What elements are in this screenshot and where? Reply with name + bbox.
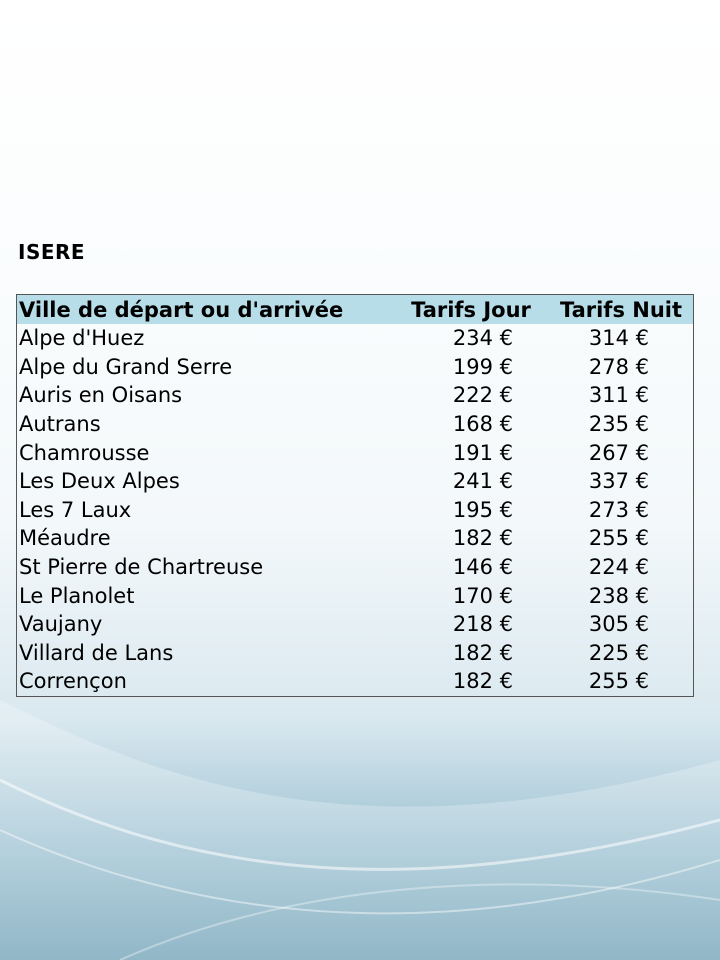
cell-tarif-jour: 168 € bbox=[452, 412, 513, 437]
header-ville: Ville de départ ou d'arrivée bbox=[19, 297, 344, 322]
cell-ville: Les 7 Laux bbox=[19, 497, 132, 522]
cell-tarif-jour: 182 € bbox=[452, 526, 513, 551]
cell-ville: Vaujany bbox=[19, 612, 103, 637]
table-row bbox=[17, 438, 694, 467]
cell-tarif-nuit: 273 € bbox=[588, 497, 649, 522]
cell-ville: Autrans bbox=[19, 412, 101, 437]
table-row bbox=[17, 496, 694, 525]
table-row bbox=[17, 410, 694, 439]
cell-tarif-nuit: 224 € bbox=[588, 555, 649, 580]
cell-tarif-jour: 146 € bbox=[452, 555, 513, 580]
table-row bbox=[17, 324, 694, 353]
cell-ville: Les Deux Alpes bbox=[19, 469, 180, 494]
tariff-table bbox=[16, 294, 694, 697]
cell-ville: Méaudre bbox=[19, 526, 111, 551]
cell-tarif-jour: 218 € bbox=[452, 612, 513, 637]
cell-tarif-nuit: 255 € bbox=[588, 669, 649, 694]
header-tarifs-nuit: Tarifs Nuit bbox=[559, 297, 683, 322]
cell-tarif-nuit: 235 € bbox=[588, 412, 649, 437]
table-row bbox=[17, 553, 694, 582]
cell-ville: Corrençon bbox=[19, 669, 127, 694]
cell-tarif-nuit: 267 € bbox=[588, 440, 649, 465]
cell-tarif-jour: 199 € bbox=[452, 354, 513, 379]
header-tarifs-jour: Tarifs Jour bbox=[411, 297, 531, 322]
cell-tarif-jour: 191 € bbox=[452, 440, 513, 465]
table-row bbox=[17, 381, 694, 410]
cell-tarif-jour: 182 € bbox=[452, 669, 513, 694]
cell-ville: Chamrousse bbox=[19, 440, 150, 465]
table-row bbox=[17, 639, 694, 668]
cell-tarif-nuit: 311 € bbox=[588, 383, 649, 408]
cell-ville: Alpe du Grand Serre bbox=[19, 354, 233, 379]
cell-tarif-jour: 222 € bbox=[452, 383, 513, 408]
cell-tarif-nuit: 314 € bbox=[588, 326, 649, 351]
cell-tarif-jour: 182 € bbox=[452, 640, 513, 665]
cell-tarif-nuit: 278 € bbox=[588, 354, 649, 379]
cell-tarif-nuit: 255 € bbox=[588, 526, 649, 551]
section-title: ISERE bbox=[18, 240, 86, 264]
table-row bbox=[17, 353, 694, 382]
table-row bbox=[17, 667, 694, 696]
cell-tarif-jour: 195 € bbox=[452, 497, 513, 522]
table-row bbox=[17, 467, 694, 496]
cell-tarif-nuit: 225 € bbox=[588, 640, 649, 665]
table-row bbox=[17, 524, 694, 553]
cell-ville: Villard de Lans bbox=[19, 640, 174, 665]
cell-tarif-nuit: 238 € bbox=[588, 583, 649, 608]
table-row bbox=[17, 610, 694, 639]
cell-tarif-nuit: 305 € bbox=[588, 612, 649, 637]
cell-tarif-jour: 170 € bbox=[452, 583, 513, 608]
cell-ville: St Pierre de Chartreuse bbox=[19, 555, 264, 580]
cell-tarif-nuit: 337 € bbox=[588, 469, 649, 494]
cell-tarif-jour: 241 € bbox=[452, 469, 513, 494]
cell-ville: Le Planolet bbox=[19, 583, 135, 608]
cell-ville: Auris en Oisans bbox=[19, 383, 183, 408]
cell-ville: Alpe d'Huez bbox=[19, 326, 145, 351]
table-row bbox=[17, 581, 694, 610]
cell-tarif-jour: 234 € bbox=[452, 326, 513, 351]
table-header-row bbox=[17, 295, 694, 325]
